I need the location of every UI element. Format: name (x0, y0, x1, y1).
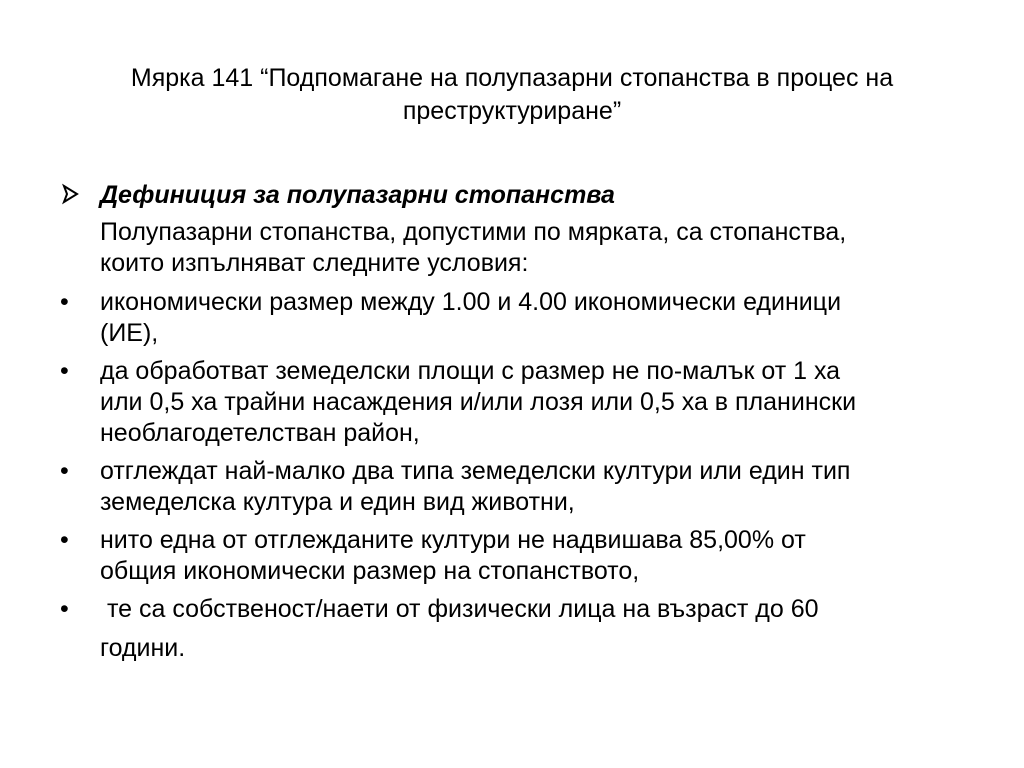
list-item-line: години. (100, 634, 186, 662)
intro-line-1: Полупазарни стопанства, допустими по мярката, са стопанства, (100, 218, 847, 246)
list-item-line: те са собственост/наети от физически лица на възраст до 60 (107, 595, 819, 623)
slide-body (60, 180, 980, 664)
section-heading-row (60, 180, 980, 211)
list-item-line: земеделска култура и един вид животни, (100, 488, 575, 516)
arrow-right-icon (62, 182, 92, 213)
section-intro (60, 217, 980, 279)
list-item-line: отглеждат най-малко два типа земеделски култури или един тип (100, 457, 851, 485)
list-item (60, 456, 980, 518)
bullet-dot-icon: • (60, 526, 69, 554)
list-item-line: или 0,5 ха трайни насаждения и/или лозя или 0,5 ха в планински (100, 388, 857, 416)
list-item (60, 594, 980, 664)
list-item-line: нито една от отглежданите култури не надвишава 85,00% от (100, 526, 806, 554)
bullet-dot-icon: • (60, 288, 69, 316)
bullet-dot-icon: • (60, 457, 69, 485)
arrow-right-icon-svg (62, 183, 80, 205)
list-item-line: икономически размер между 1.00 и 4.00 икономически единици (100, 288, 842, 316)
list-item-line: общия икономически размер на стопанството, (100, 557, 640, 585)
slide-title (60, 62, 964, 128)
list-item (60, 287, 980, 349)
title-line-2: преструктуриране” (402, 97, 622, 125)
list-item-line: необлагодетелстван район, (100, 419, 420, 447)
bullet-dot-icon: • (60, 595, 69, 623)
intro-line-2: които изпълняват следните условия: (100, 249, 529, 277)
list-item (60, 356, 980, 449)
list-item (60, 525, 980, 587)
list-item-line: (ИЕ), (100, 319, 159, 347)
list-item-line: да обработват земеделски площи с размер не по-малък от 1 ха (100, 357, 841, 385)
title-line-1: Мярка 141 “Подпомагане на полупазарни стопанства в процес на (130, 64, 894, 92)
bullet-dot-icon: • (60, 357, 69, 385)
section-heading: Дефиниция за полупазарни стопанства (100, 181, 615, 209)
